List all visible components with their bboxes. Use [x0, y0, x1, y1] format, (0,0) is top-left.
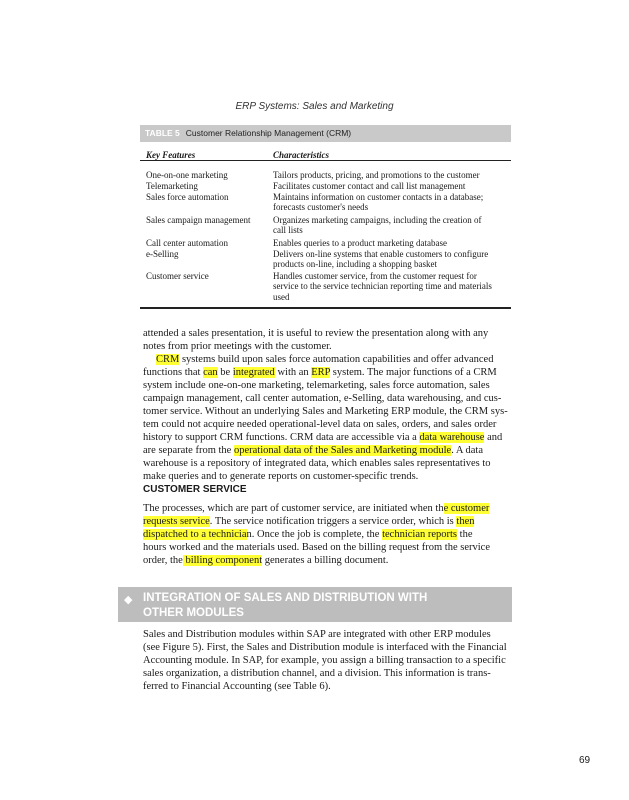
banner-line: INTEGRATION OF SALES AND DISTRIBUTION WITH [143, 592, 428, 604]
text-line: (see Figure 5). First, the Sales and Distribution module is interfaced with the Financial [143, 642, 507, 653]
text-span: . A data [451, 445, 483, 456]
highlighted-text: can [203, 367, 218, 378]
table-cell-line: forecasts customer's needs [273, 202, 369, 213]
text-span: order, the [143, 555, 183, 566]
highlighted-text: ERP [311, 367, 331, 378]
table-cell-line: Delivers on-line systems that enable customers to configure [273, 249, 489, 259]
text-line: campaign management, call center automation, e-Selling, data warehousing, and cus- [143, 393, 502, 404]
text-line: system include one-on-one marketing, telemarketing, sales force automation, sales [143, 380, 490, 391]
highlighted-text: integrated [232, 367, 275, 378]
text-span: and [484, 432, 503, 443]
highlighted-text: requests service [143, 516, 210, 527]
highlighted-text: e customer [443, 503, 490, 514]
table-cell-line: call lists [273, 225, 303, 236]
text-line: tomer service. Without an underlying Sales and Marketing ERP module, the CRM sys- [143, 406, 508, 417]
running-head: ERP Systems: Sales and Marketing [235, 101, 394, 112]
text-line [143, 554, 513, 567]
highlighted-text: data warehouse [419, 432, 485, 443]
table-row-feature: Sales force automation [146, 192, 229, 202]
paragraph-intro [143, 327, 513, 353]
table-row-feature: Customer service [146, 271, 209, 281]
text-span: are separate from the [143, 445, 234, 456]
text-span: The processes, which are part of customer service, are initiated when th [143, 503, 444, 514]
text-line: sales organization, a distribution channel, and a division. This information is trans- [143, 668, 491, 679]
table-row-characteristic [273, 215, 482, 236]
text-line: hours worked and the materials used. Based on the billing request from the service [143, 542, 490, 553]
table-row-characteristic [273, 249, 488, 270]
text-line [143, 353, 513, 366]
table-row-feature: One-on-one marketing [146, 170, 228, 180]
table-cell-line: Handles customer service, from the customer request for [273, 271, 477, 281]
section-heading-integration [143, 591, 427, 620]
text-line [143, 502, 513, 515]
text-line [143, 431, 513, 444]
banner-line: OTHER MODULES [143, 606, 244, 619]
diamond-icon: ◆ [124, 593, 133, 606]
text-span: history to support CRM functions. CRM data are accessible via a [143, 432, 420, 443]
table-row-characteristic: Facilitates customer contact and call list management [273, 181, 466, 191]
table-header-key-features: Key Features [146, 150, 196, 160]
text-span: systems build upon sales force automation capabilities and offer advanced [179, 354, 494, 365]
text-span: . The service notification triggers a service order, which is [209, 516, 454, 527]
table-row-feature: Sales campaign management [146, 215, 251, 225]
text-span: the [457, 529, 473, 540]
highlighted-text: billing component [182, 555, 263, 566]
table-cell-line: Organizes marketing campaigns, including the creation of [273, 215, 482, 225]
table-row-characteristic: Tailors products, pricing, and promotions to the customer [273, 170, 480, 180]
table-cell-line: Maintains information on customer contacts in a database; [273, 192, 484, 202]
paragraph-customer-service [143, 502, 513, 567]
highlighted-text: CRM [156, 354, 180, 365]
text-line [143, 515, 513, 528]
paragraph-crm [143, 353, 513, 483]
text-line: warehouse is a repository of integrated data, which enables sales representatives to [143, 458, 491, 469]
highlighted-text: then [456, 516, 475, 527]
text-line: Sales and Distribution modules within SAP are integrated with other ERP modules [143, 629, 491, 640]
text-span: functions that [143, 367, 204, 378]
table-title: Customer Relationship Management (CRM) [185, 128, 352, 138]
table-row-characteristic [273, 192, 483, 213]
section-heading-customer-service: CUSTOMER SERVICE [143, 484, 247, 495]
table-title-bar [140, 125, 511, 142]
table-row-feature: Telemarketing [146, 181, 198, 191]
table-row-feature: Call center automation [146, 238, 228, 248]
table-label: TABLE 5 [145, 128, 180, 138]
text-line: tem could not acquire needed operational-level data on sales, orders, and sales order [143, 419, 497, 430]
text-line: notes from prior meetings with the customer. [143, 341, 332, 352]
text-span: system. The major functions of a CRM [330, 367, 497, 378]
text-span: n. Once the job is complete, the [246, 529, 380, 540]
highlighted-text: operational data of the Sales and Marketing module [233, 445, 452, 456]
text-line: attended a sales presentation, it is useful to review the presentation along with any [143, 328, 489, 339]
text-line [143, 444, 513, 457]
highlighted-text: technician reports [382, 529, 458, 540]
table-header-rule [140, 160, 511, 161]
text-line: make queries and to generate reports on customer-specific trends. [143, 471, 419, 482]
highlighted-text: dispatched to a technicia [143, 529, 247, 540]
table-row-feature: e-Selling [146, 249, 179, 259]
text-line: ferred to Financial Accounting (see Table 6). [143, 681, 331, 692]
table-row-characteristic [273, 271, 492, 302]
text-span: generates a billing document. [262, 555, 389, 566]
table-header-characteristics: Characteristics [273, 150, 330, 160]
table-cell-line: service to the service technician reporting time and materials [273, 281, 492, 292]
text-span: be [217, 367, 233, 378]
paragraph-integration [143, 628, 513, 693]
table-cell-line: products on-line, including a shopping basket [273, 259, 437, 270]
text-line [143, 528, 513, 541]
page-number: 69 [579, 755, 591, 766]
text-span: with an [274, 367, 312, 378]
table-bottom-rule [140, 307, 511, 309]
table-row-characteristic: Enables queries to a product marketing database [273, 238, 447, 248]
text-line [143, 366, 513, 379]
table-cell-line: used [273, 291, 290, 302]
text-line: Accounting module. In SAP, for example, you assign a billing transaction to a specific [143, 655, 506, 666]
